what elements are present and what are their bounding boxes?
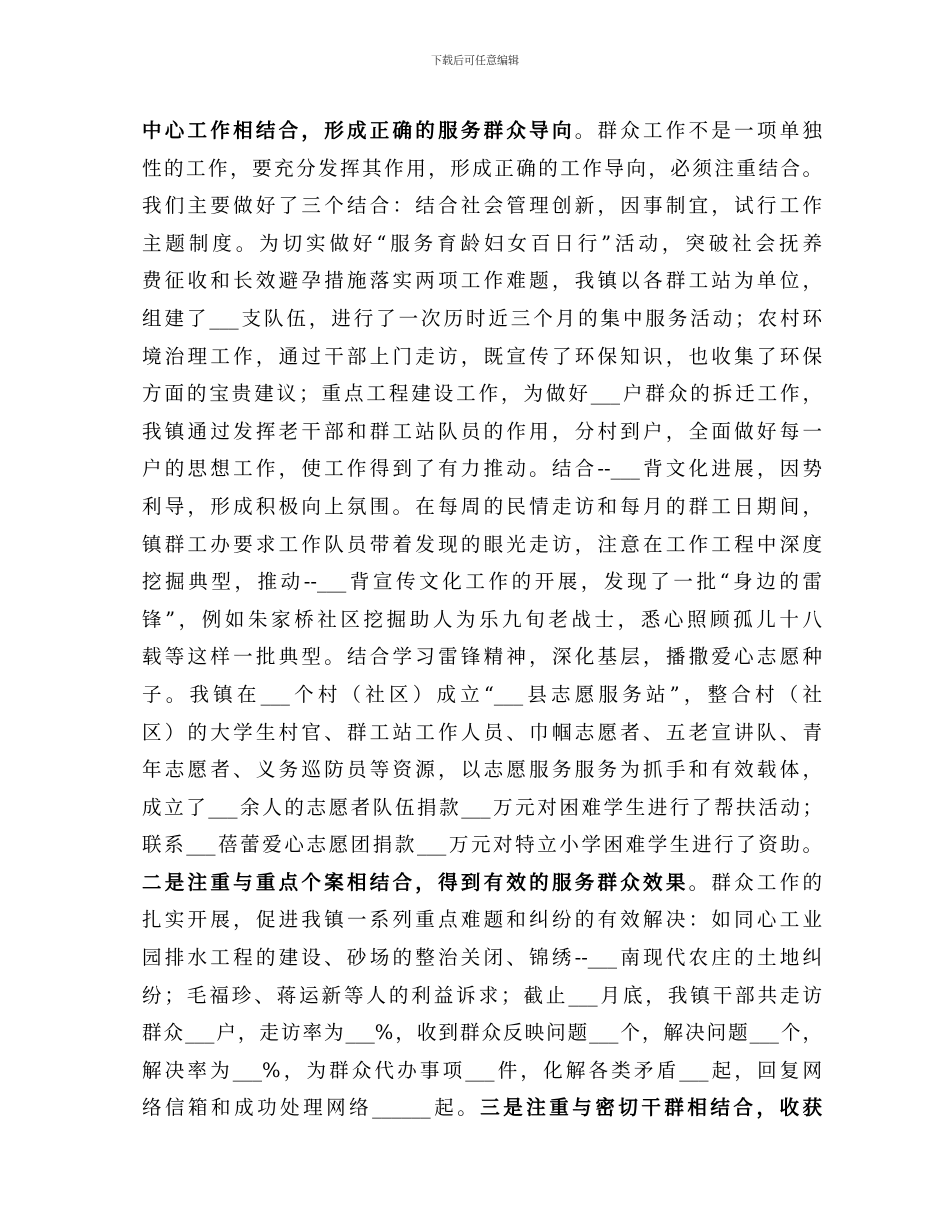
body-text-segment: 方面的宝贵建议；重点工程建设工作，为做好___户群众的拆迁工作， bbox=[142, 382, 822, 406]
text-line bbox=[142, 413, 822, 451]
text-line bbox=[142, 714, 822, 752]
text-line bbox=[142, 1014, 822, 1052]
text-line bbox=[142, 526, 822, 564]
body-text-segment: 镇群工办要求工作队员带着发现的眼光走访，注意在工作工程中深度 bbox=[142, 532, 822, 556]
text-line bbox=[142, 1052, 822, 1090]
body-text-segment: 子。我镇在___个村（社区）成立“___县志愿服务站”，整合村（社 bbox=[142, 682, 822, 706]
body-text-segment: 利导，形成积极向上氛围。在每周的民情走访和每月的群工日期间， bbox=[142, 494, 822, 518]
bold-heading-text: 中心工作相结合，形成正确的服务群众导向 bbox=[142, 119, 575, 142]
body-text-segment: 挖掘典型，推动--___背宣传文化工作的开展，发现了一批“身边的雷 bbox=[142, 570, 822, 594]
text-line bbox=[142, 338, 822, 376]
text-line bbox=[142, 939, 822, 977]
body-text-segment: 载等这样一批典型。结合学习雷锋精神，深化基层，播撒爱心志愿种 bbox=[142, 645, 822, 669]
text-line bbox=[142, 450, 822, 488]
bold-heading-text: 二是注重与重点个案相结合，得到有效的服务群众效果 bbox=[142, 870, 689, 894]
body-text-segment: 区）的大学生村官、群工站工作人员、巾帼志愿者、五老宣讲队、青 bbox=[142, 720, 822, 744]
body-text-segment: 群众___户，走访率为___%，收到群众反映问题___个，解决问题___个， bbox=[142, 1021, 822, 1045]
body-text-segment: 境治理工作，通过干部上门走访，既宣传了环保知识，也收集了环保 bbox=[142, 344, 822, 368]
body-text-segment: 性的工作，要充分发挥其作用，形成正确的工作导向，必须注重结合。 bbox=[142, 156, 822, 180]
text-line bbox=[142, 225, 822, 263]
body-text-segment: 络信箱和成功处理网络______起。 bbox=[142, 1096, 481, 1120]
body-text-segment: 。群众工作不是一项单独 bbox=[574, 119, 822, 142]
text-line bbox=[142, 375, 822, 413]
text-line bbox=[142, 187, 822, 225]
text-line bbox=[142, 789, 822, 827]
text-line bbox=[142, 638, 822, 676]
body-text-segment: 联系___蓓蕾爱心志愿团捐款___万元对特立小学困难学生进行了资助。 bbox=[142, 833, 822, 857]
body-text-segment: 户的思想工作，使工作得到了有力推动。结合--___背文化进展，因势 bbox=[142, 457, 822, 481]
text-line bbox=[142, 112, 822, 150]
text-line bbox=[142, 601, 822, 639]
body-text-segment: 锋”，例如朱家桥社区挖掘助人为乐九旬老战士，悉心照顾孤儿十八 bbox=[142, 607, 822, 631]
text-line bbox=[142, 901, 822, 939]
text-line bbox=[142, 150, 822, 188]
text-line bbox=[142, 864, 822, 902]
text-line bbox=[142, 300, 822, 338]
page-header: 下载后可任意编辑 bbox=[431, 54, 519, 67]
text-line bbox=[142, 262, 822, 300]
bold-heading-text: 三是注重与密切干群相结合，收获 bbox=[480, 1096, 822, 1120]
document-body bbox=[142, 112, 822, 1127]
body-text-segment: 组建了___支队伍，进行了一次历时近三个月的集中服务活动；农村环 bbox=[142, 306, 822, 330]
text-line bbox=[142, 751, 822, 789]
body-text-segment: 扎实开展，促进我镇一系列重点难题和纠纷的有效解决：如同心工业 bbox=[142, 908, 822, 932]
text-line bbox=[142, 977, 822, 1015]
body-text-segment: 年志愿者、义务巡防员等资源，以志愿服务服务为抓手和有效载体， bbox=[142, 758, 822, 782]
body-text-segment: 纷；毛福珍、蒋运新等人的利益诉求；截止___月底，我镇干部共走访 bbox=[142, 983, 822, 1007]
text-line bbox=[142, 1089, 822, 1127]
body-text-segment: 解决率为___%，为群众代办事项___件，化解各类矛盾___起，回复网 bbox=[142, 1058, 822, 1082]
body-text-segment: 我镇通过发挥老干部和群工站队员的作用，分村到户，全面做好每一 bbox=[142, 419, 822, 443]
text-line bbox=[142, 488, 822, 526]
text-line bbox=[142, 676, 822, 714]
body-text-segment: 园排水工程的建设、砂场的整治关闭、锦绣--___南现代农庄的土地纠 bbox=[142, 946, 822, 970]
body-text-segment: 费征收和长效避孕措施落实两项工作难题，我镇以各群工站为单位， bbox=[142, 269, 822, 293]
body-text-segment: 成立了___余人的志愿者队伍捐款___万元对困难学生进行了帮扶活动； bbox=[142, 795, 822, 819]
body-text-segment: 。群众工作的 bbox=[688, 870, 822, 894]
text-line bbox=[142, 826, 822, 864]
text-line bbox=[142, 563, 822, 601]
body-text-segment: 主题制度。为切实做好“服务育龄妇女百日行”活动，突破社会抚养 bbox=[142, 231, 822, 255]
body-text-segment: 我们主要做好了三个结合：结合社会管理创新，因事制宜，试行工作 bbox=[142, 194, 822, 218]
